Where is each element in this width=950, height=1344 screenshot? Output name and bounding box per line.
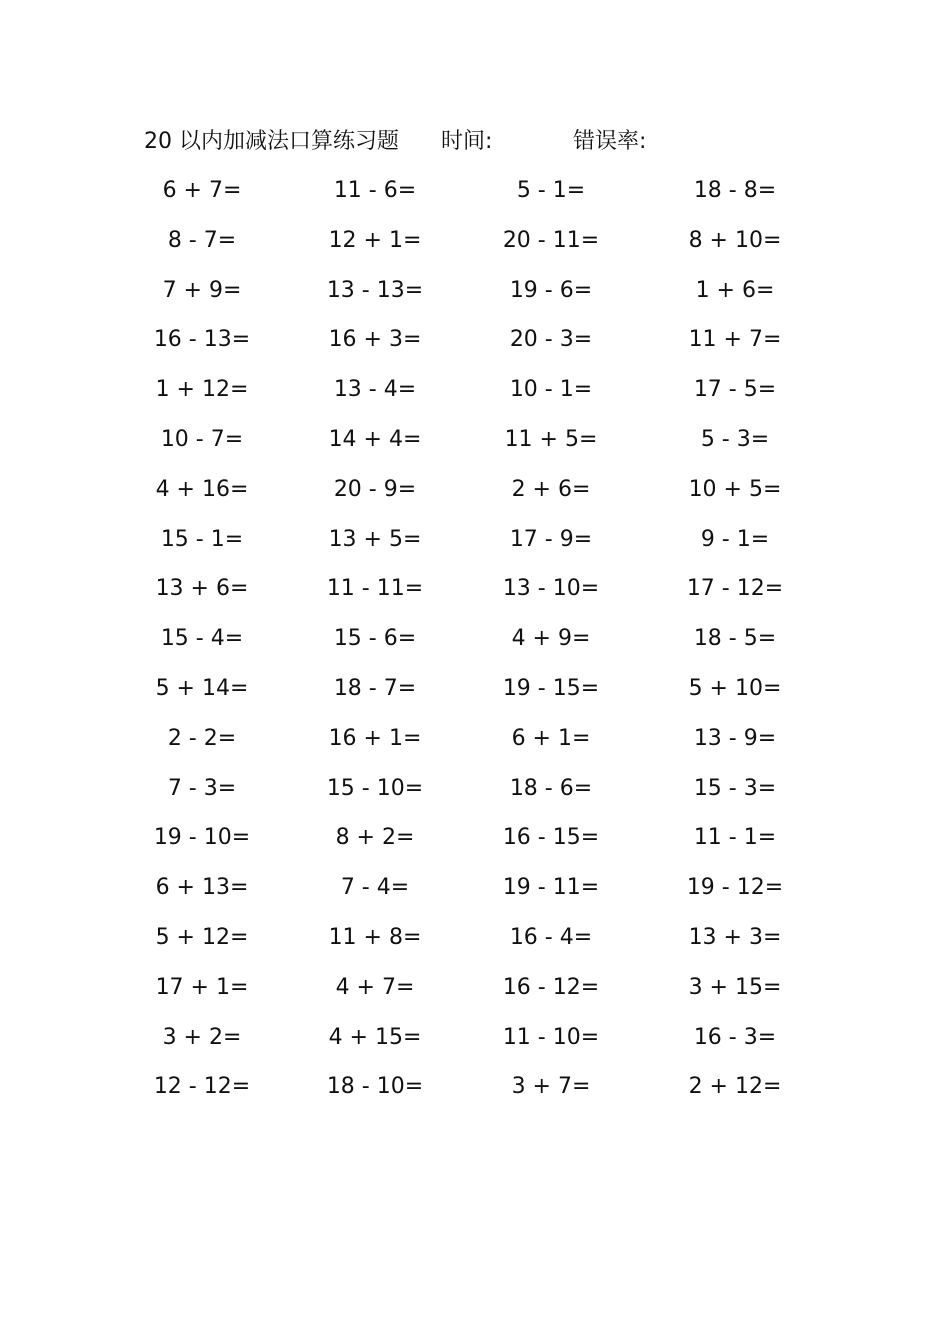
problem-row [0,320,950,370]
problem-row [0,918,950,968]
arithmetic-problem: 20 - 9= [333,476,417,502]
arithmetic-problem: 16 + 3= [328,327,422,353]
arithmetic-problem: 14 + 4= [328,426,422,452]
arithmetic-problem: 18 - 7= [333,675,417,701]
arithmetic-problem: 16 - 3= [693,1024,777,1050]
problem-row [0,868,950,918]
arithmetic-problem: 12 - 12= [153,1074,251,1100]
problem-row [0,520,950,570]
problem-row [0,769,950,819]
arithmetic-problem: 16 - 12= [502,974,600,1000]
arithmetic-problem: 2 + 12= [688,1074,782,1100]
problem-row [0,818,950,868]
arithmetic-problem: 5 + 10= [688,675,782,701]
arithmetic-problem: 15 - 10= [326,775,424,801]
arithmetic-problem: 7 - 3= [167,775,237,801]
worksheet-title: 20 以内加减法口算练习题 [144,129,399,154]
arithmetic-problem: 12 + 1= [328,227,422,253]
arithmetic-problem: 4 + 15= [328,1024,422,1050]
arithmetic-problem: 8 + 10= [688,227,782,253]
arithmetic-problem: 16 + 1= [328,725,422,751]
arithmetic-problem: 11 - 11= [326,576,424,602]
problem-row [0,669,950,719]
arithmetic-problem: 2 + 6= [511,476,591,502]
problem-row [0,271,950,321]
arithmetic-problem: 13 - 13= [326,277,424,303]
problem-row [0,370,950,420]
arithmetic-problem: 19 - 10= [153,825,251,851]
arithmetic-problem: 19 - 12= [686,875,784,901]
problem-row [0,420,950,470]
time-label: 时间: [441,129,493,154]
arithmetic-problem: 6 + 13= [155,875,249,901]
problem-row [0,1018,950,1068]
arithmetic-problem: 15 - 3= [693,775,777,801]
arithmetic-problem: 17 - 5= [693,377,777,403]
arithmetic-problem: 15 - 6= [333,626,417,652]
arithmetic-problem: 8 + 2= [335,825,415,851]
problem-row [0,221,950,271]
arithmetic-problem: 16 - 13= [153,327,251,353]
arithmetic-problem: 5 + 14= [155,675,249,701]
arithmetic-problem: 3 + 15= [688,974,782,1000]
error-rate-label: 错误率: [573,129,647,154]
arithmetic-problem: 17 - 9= [509,526,593,552]
problem-row [0,719,950,769]
problem-row [0,968,950,1018]
problem-row [0,619,950,669]
arithmetic-problem: 9 - 1= [700,526,770,552]
arithmetic-problem: 11 + 8= [328,924,422,950]
problem-row [0,470,950,520]
arithmetic-problem: 11 + 7= [688,327,782,353]
arithmetic-problem: 10 - 7= [160,426,244,452]
arithmetic-problem: 19 - 6= [509,277,593,303]
arithmetic-problem: 5 - 3= [700,426,770,452]
arithmetic-problem: 15 - 1= [160,526,244,552]
arithmetic-problem: 4 + 16= [155,476,249,502]
arithmetic-problem: 17 - 12= [686,576,784,602]
arithmetic-problem: 10 + 5= [688,476,782,502]
arithmetic-problem: 3 + 7= [511,1074,591,1100]
arithmetic-problem: 4 + 7= [335,974,415,1000]
arithmetic-problem: 19 - 15= [502,675,600,701]
arithmetic-problem: 18 - 10= [326,1074,424,1100]
arithmetic-problem: 16 - 15= [502,825,600,851]
arithmetic-problem: 11 - 6= [333,178,417,203]
arithmetic-problem: 5 + 12= [155,924,249,950]
arithmetic-problem: 5 - 1= [516,178,586,203]
problem-row [0,1067,950,1117]
arithmetic-problem: 17 + 1= [155,974,249,1000]
arithmetic-problem: 10 - 1= [509,377,593,403]
arithmetic-problem: 1 + 12= [155,377,249,403]
arithmetic-problem: 13 - 9= [693,725,777,751]
problem-row [0,569,950,619]
arithmetic-problem: 18 - 6= [509,775,593,801]
problem-grid [0,171,950,1117]
arithmetic-problem: 15 - 4= [160,626,244,652]
arithmetic-problem: 4 + 9= [511,626,591,652]
arithmetic-problem: 11 - 10= [502,1024,600,1050]
arithmetic-problem: 20 - 11= [502,227,600,253]
arithmetic-problem: 7 + 9= [162,277,242,303]
arithmetic-problem: 8 - 7= [167,227,237,253]
arithmetic-problem: 20 - 3= [509,327,593,353]
arithmetic-problem: 2 - 2= [167,725,237,751]
arithmetic-problem: 6 + 1= [511,725,591,751]
arithmetic-problem: 13 + 3= [688,924,782,950]
arithmetic-problem: 13 + 6= [155,576,249,602]
arithmetic-problem: 6 + 7= [162,178,242,203]
arithmetic-problem: 13 - 10= [502,576,600,602]
arithmetic-problem: 18 - 5= [693,626,777,652]
arithmetic-problem: 3 + 2= [162,1024,242,1050]
arithmetic-problem: 11 + 5= [504,426,598,452]
arithmetic-problem: 13 - 4= [333,377,417,403]
arithmetic-problem: 19 - 11= [502,875,600,901]
problem-row [0,171,950,221]
arithmetic-problem: 13 + 5= [328,526,422,552]
arithmetic-problem: 18 - 8= [693,178,777,203]
arithmetic-problem: 7 - 4= [340,875,410,901]
arithmetic-problem: 1 + 6= [695,277,775,303]
arithmetic-problem: 11 - 1= [693,825,777,851]
arithmetic-problem: 16 - 4= [509,924,593,950]
